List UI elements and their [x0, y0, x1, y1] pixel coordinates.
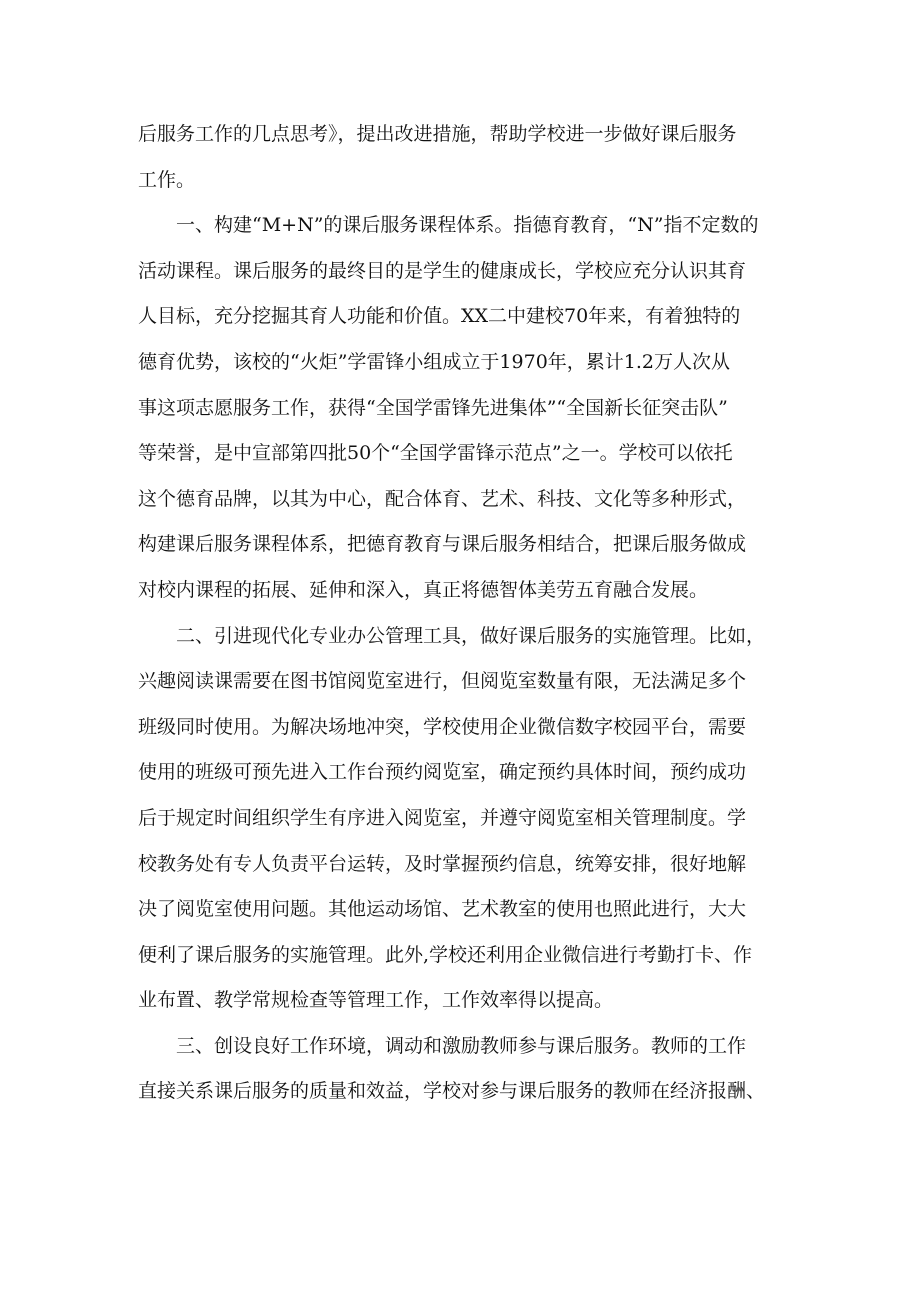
text-line: 二、引进现代化专业办公管理工具，做好课后服务的实施管理。比如，: [176, 624, 766, 647]
text-line: 这个德育品牌，以其为中心，配合体育、艺术、科技、文化等多种形式，: [138, 487, 747, 510]
text-line: 人目标，充分挖掘其育人功能和价值。XX二中建校70年来，有着独特的: [138, 305, 741, 328]
text-line: 等荣誉，是中宣部第四批50个“全国学雷锋示范点”之一。学校可以依托: [138, 442, 733, 465]
text-line: 对校内课程的拓展、延伸和深入，真正将德智体美劳五育融合发展。: [138, 578, 709, 601]
text-line: 班级同时使用。为解决场地冲突，学校使用企业微信数字校园平台，需要: [138, 715, 747, 738]
paragraph-intro-tail: [138, 112, 788, 203]
text-line: 直接关系课后服务的质量和效益，学校对参与课后服务的教师在经济报酬、: [138, 1080, 766, 1103]
paragraph-point-1: [138, 203, 788, 613]
text-line: 事这项志愿服务工作，获得“全国学雷锋先进集体”“全国新长征突击队”: [138, 396, 728, 419]
text-line: 业布置、教学常规检查等管理工作，工作效率得以提高。: [138, 989, 614, 1012]
text-line: 校教务处有专人负责平台运转，及时掌握预约信息，统筹安排，很好地解: [138, 852, 747, 875]
text-line: 活动课程。课后服务的最终目的是学生的健康成长，学校应充分认识其育: [138, 259, 747, 282]
text-line: 使用的班级可预先进入工作台预约阅览室，确定预约具体时间，预约成功: [138, 761, 747, 784]
text-line: 三、创设良好工作环境，调动和激励教师参与课后服务。教师的工作: [176, 1034, 747, 1057]
text-line: 兴趣阅读课需要在图书馆阅览室进行，但阅览室数量有限，无法满足多个: [138, 670, 747, 693]
text-line: 德育优势，该校的“火炬”学雷锋小组成立于1970年，累计1.2万人次从: [138, 350, 730, 373]
text-line: 后于规定时间组织学生有序进入阅览室，并遵守阅览室相关管理制度。学: [138, 806, 747, 829]
document-body: [138, 112, 788, 1115]
text-line: 构建课后服务课程体系，把德育教育与课后服务相结合，把课后服务做成: [138, 533, 747, 556]
text-line: 便利了课后服务的实施管理。此外,学校还利用企业微信进行考勤打卡、作: [138, 943, 753, 966]
paragraph-point-2: [138, 614, 788, 1024]
text-line: 工作。: [138, 168, 196, 191]
text-line: 一、构建“M+N”的课后服务课程体系。指德育教育，“N”指不定数的: [176, 214, 759, 237]
text-line: 后服务工作的几点思考》，提出改进措施，帮助学校进一步做好课后服务: [138, 123, 737, 145]
paragraph-point-3: [138, 1024, 788, 1115]
text-line: 决了阅览室使用问题。其他运动场馆、艺术教室的使用也照此进行，大大: [138, 898, 747, 921]
